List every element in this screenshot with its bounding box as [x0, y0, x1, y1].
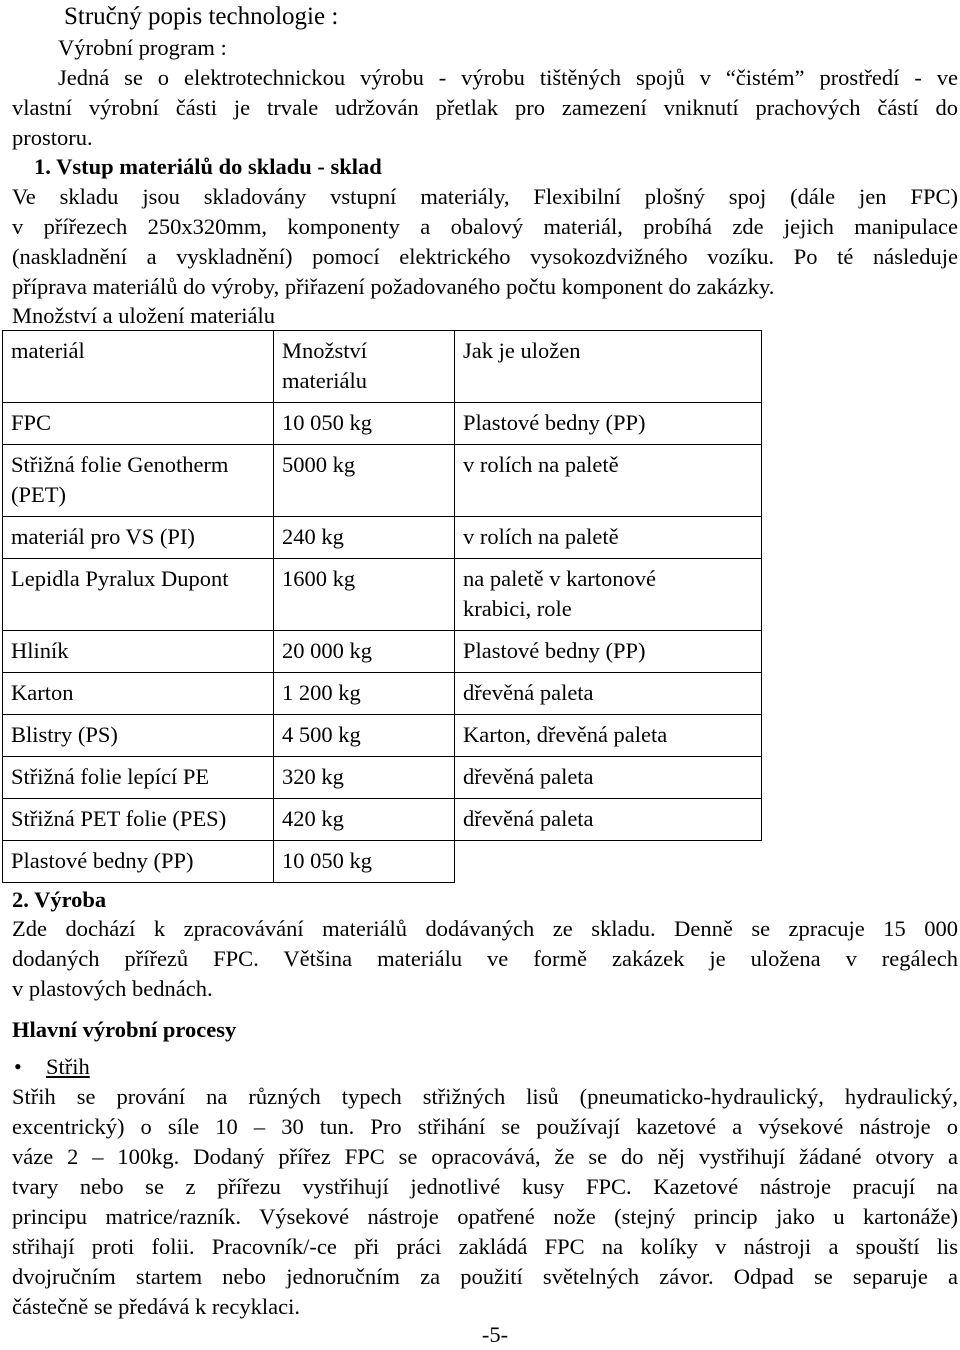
section-2-title: 2. Výroba: [12, 887, 107, 912]
intro-line-2: vlastní výrobní části je trvale udržován přetlak pro zamezení vniknutí prachových částí do: [12, 95, 958, 120]
program-label: Výrobní program :: [58, 35, 227, 60]
process-line-4: tvary nebo se z přířezu vystřihují jednotlivé kusy FPC. Kazetové nástroje pracují na: [12, 1174, 958, 1199]
table-caption: Množství a uložení materiálu: [12, 303, 276, 328]
section-1-line-4: příprava materiálů do výroby, přiřazení požadovaného počtu komponent do zakázky.: [12, 274, 775, 299]
table-row: Střižná folie Genotherm (PET) 5000 kg v rolích na paletě: [3, 445, 762, 517]
section-2-line-3: v plastových bednách.: [12, 976, 213, 1001]
intro-line-3: prostoru.: [12, 125, 93, 150]
section-1-line-3: (naskladnění a vyskladnění) pomocí elektrického vysokozdvižného vozíku. Po té následuje: [12, 244, 958, 269]
header-quantity: Množství materiálu: [274, 331, 455, 403]
process-line-7: dvojručním startem nebo jednoručním za použití světelných závor. Odpad se separuje a: [12, 1264, 958, 1289]
table-row: Střižná PET folie (PES) 420 kg dřevěná paleta: [3, 799, 762, 841]
header-material: materiál: [3, 331, 274, 403]
process-line-5: principu matrice/razník. Výsekové nástroje opatřené nože (stejný princip jako u kartonáže): [12, 1204, 958, 1229]
intro-line-1: Jedná se o elektrotechnickou výrobu - výrobu tištěných spojů v “čistém” prostředí - ve: [58, 65, 958, 90]
processes-title: Hlavní výrobní procesy: [12, 1017, 237, 1042]
table-row: Střižná folie lepící PE 320 kg dřevěná paleta: [3, 757, 762, 799]
table-row: Lepidla Pyralux Dupont 1600 kg na paletě v kartonové krabici, role: [3, 559, 762, 631]
table-header-row: [3, 331, 762, 403]
process-item-strih: Střih: [46, 1054, 90, 1079]
section-1-title: 1. Vstup materiálů do skladu - sklad: [34, 154, 382, 179]
section-2-line-2: dodaných přířezů FPC. Většina materiálu ve formě zakázek je uložena v regálech: [12, 946, 958, 971]
table-row: FPC 10 050 kg Plastové bedny (PP): [3, 403, 762, 445]
section-1-line-1: Ve skladu jsou skladovány vstupní materiály, Flexibilní plošný spoj (dále jen FPC): [12, 184, 958, 209]
section-2-line-1: Zde dochází k zpracovávání materiálů dodávaných ze skladu. Denně se zpracuje 15 000: [12, 916, 958, 941]
page-number: -5-: [481, 1322, 509, 1347]
bullet-icon: •: [14, 1054, 22, 1079]
process-line-6: střihají proti folii. Pracovník/-ce při práci zakládá FPC na kolíky v nástroji a spouští lis: [12, 1234, 958, 1259]
section-1-line-2: v přířezech 250x320mm, komponenty a obalový materiál, probíhá zde jejich manipulace: [12, 214, 958, 239]
process-line-3: váze 2 – 100kg. Dodaný přířez FPC se opracovává, že se do něj vystřihují žádané otvory a: [12, 1144, 958, 1169]
materials-table: [2, 330, 762, 883]
table-row: Hliník 20 000 kg Plastové bedny (PP): [3, 631, 762, 673]
table-row: Karton 1 200 kg dřevěná paleta: [3, 673, 762, 715]
process-line-2: excentrický) o síle 10 – 30 tun. Pro střihání se používají kazetové a výsekové nástroje o: [12, 1114, 958, 1139]
table-row: Blistry (PS) 4 500 kg Karton, dřevěná paleta: [3, 715, 762, 757]
table-row: Plastové bedny (PP) 10 050 kg: [3, 841, 762, 883]
page-heading: Stručný popis technologie :: [64, 3, 339, 30]
process-line-8: částečně se předává k recyklaci.: [12, 1294, 300, 1319]
header-storage: Jak je uložen: [455, 331, 762, 403]
process-line-1: Střih se prování na různých typech střižných lisů (pneumaticko-hydraulický, hydraulický,: [12, 1084, 958, 1109]
table-row: materiál pro VS (PI) 240 kg v rolích na paletě: [3, 517, 762, 559]
